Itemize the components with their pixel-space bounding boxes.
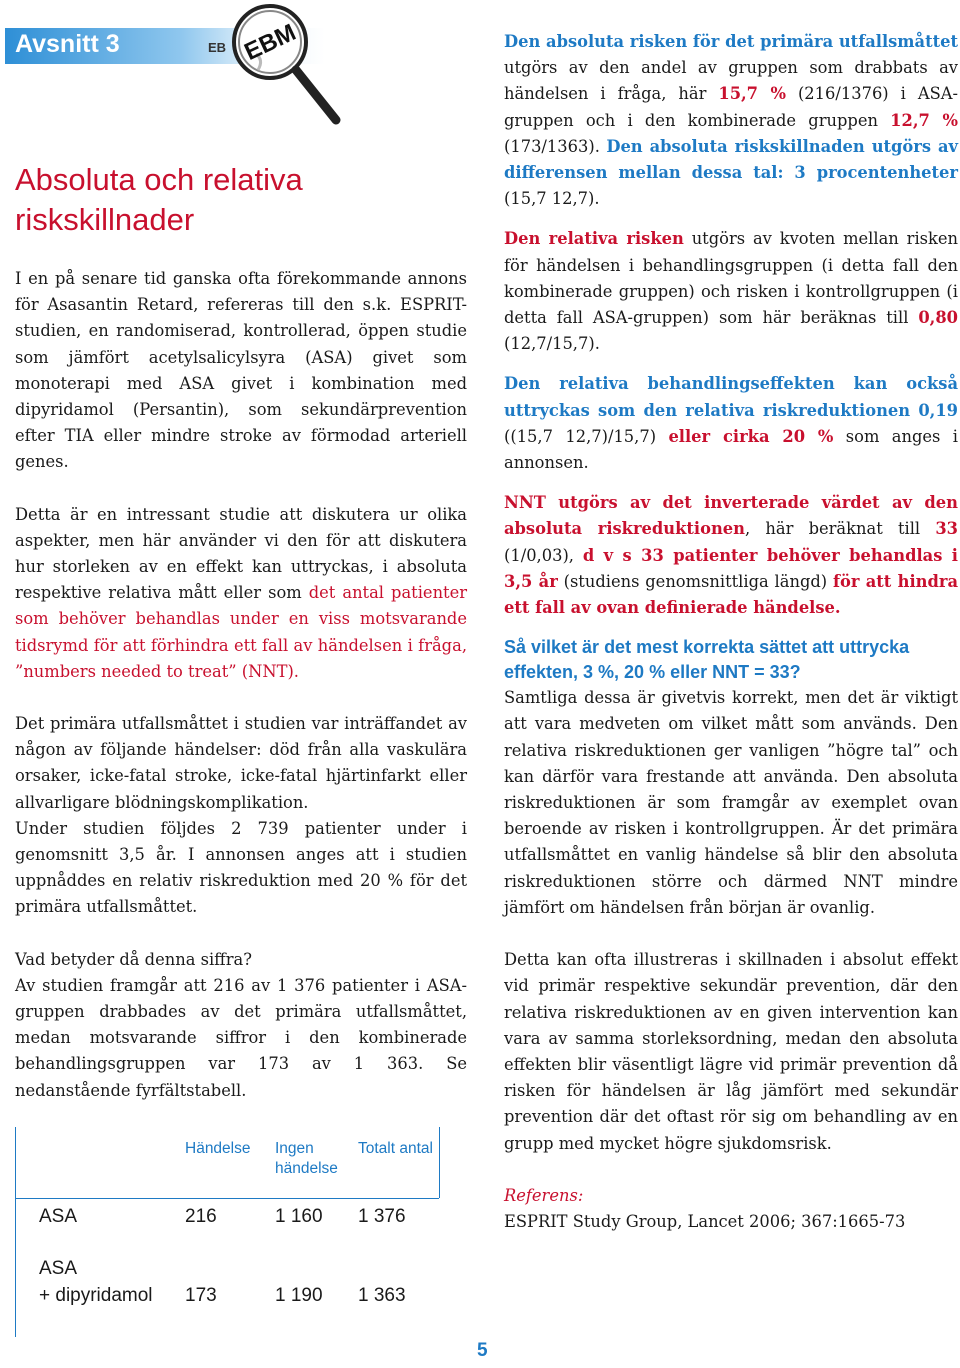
risk-difference-term: Den absoluta riskskillnaden utgörs av differensen mellan dessa tal: 3 procentenheter bbox=[504, 136, 958, 183]
risk-difference-calc: (15,7 12,7). bbox=[504, 189, 600, 209]
asa-risk-value: 15,7 % bbox=[718, 84, 786, 104]
rrr-term: Den relativa behandlingseffekten kan också uttryckas som den relativa riskreduktionen 0,19 bbox=[504, 374, 958, 420]
nnt-length-text: (studiens genomsnittliga längd) bbox=[557, 571, 833, 591]
title-line-2: riskskillnader bbox=[15, 202, 195, 237]
row-asa-label: ASA bbox=[39, 1206, 78, 1227]
study-paragraph: Under studien följdes 2 739 patienter under i genomsnitt 3,5 år. I annonsen anges att i studien uppnåddes en relativ riskreduktion med 20 % för det primära utfallsmåttet. bbox=[15, 818, 467, 917]
row-asa-total: 1 376 bbox=[358, 1206, 406, 1227]
relative-risk-term: Den relativa risken bbox=[504, 229, 684, 249]
nnt-paragraph bbox=[504, 490, 958, 621]
nnt-statement: d v s 33 patienter behöver behandlas i 3,5 år bbox=[504, 545, 958, 591]
row-combo-label-2: + dipyridamol bbox=[39, 1285, 153, 1306]
summary-question-heading: Så vilket är det mest korrekta sättet att uttrycka effekten, 3 %, 20 % eller NNT = 33? bbox=[504, 637, 910, 683]
row-combo-total: 1 363 bbox=[358, 1285, 406, 1306]
absolute-risk-paragraph bbox=[504, 29, 958, 212]
relative-risk-value: 0,80 bbox=[918, 308, 958, 328]
absolute-risk-text-2: (216/1376) i ASA-gruppen och i den kombinerade gruppen bbox=[504, 84, 958, 130]
left-column bbox=[15, 266, 467, 1104]
nnt-term: NNT utgörs av det inverterade värdet av den absoluta riskreduktionen bbox=[504, 493, 958, 539]
section-label: Avsnitt 3 bbox=[15, 30, 120, 58]
answer-paragraph-2: Detta kan ofta illustreras i skillnaden i absolut effekt vid primär respektive sekundär prevention, där den relativa riskreduktionen av en given intervention kan vara av samma storleksordning, medan den absoluta effekten blir väsentligt lägre vid primär prevention då risken för händelsen är låg jämfört med sekundär prevention där det oftast rör sig om behandling av en grupp med mycket högre sjukdomsrisk. bbox=[504, 950, 958, 1153]
reference-text: ESPRIT Study Group, Lancet 2006; 367:1665-73 bbox=[504, 1211, 906, 1231]
discussion-text: Detta är en intressant studie att diskutera ur olika aspekter, men här använder vi den för att diskutera hur storleken av en effekt kan uttryckas, i absoluta respektive relativa mått eller som bbox=[15, 504, 467, 603]
magnifier-icon bbox=[218, 0, 348, 130]
absolute-risk-text: utgörs av den andel av gruppen som drabbats av händelsen i fråga, här bbox=[504, 58, 958, 104]
right-column bbox=[504, 29, 958, 1235]
discussion-paragraph bbox=[15, 502, 467, 685]
row-asa-events: 216 bbox=[185, 1206, 217, 1227]
relative-risk-calc: (12,7/15,7). bbox=[504, 334, 600, 354]
ebm-logo-text: EBM bbox=[240, 18, 301, 66]
rrr-text: som anges i annonsen. bbox=[504, 426, 958, 473]
ebm-small-label: EB bbox=[208, 40, 227, 55]
header-events: Händelse bbox=[185, 1140, 251, 1157]
row-combo-label: ASA bbox=[39, 1258, 78, 1279]
relative-risk-paragraph bbox=[504, 226, 958, 357]
outcome-paragraph: Det primära utfallsmåttet i studien var inträffandet av någon av följande händelser: död från alla vaskulära orsaker, icke-fatal stroke, icke-fatal hjärtinfarkt eller allvarligare blödningskomplikation. bbox=[15, 714, 467, 812]
page-number: 5 bbox=[477, 1340, 488, 1361]
nnt-definition-text: det antal patienter som behöver behandlas under en viss motsvarande tidsrymd för att förhindra ett fall av händelsen i fråga, ”numbers needed to treat” (NNT). bbox=[15, 583, 468, 681]
nnt-conclusion: för att hindra ett fall av ovan definierade händelse. bbox=[504, 571, 958, 618]
absolute-risk-text-3: (173/1363). bbox=[504, 136, 607, 156]
nnt-calc: (1/0,03), bbox=[504, 545, 583, 565]
rrr-percent: eller cirka 20 % bbox=[668, 426, 834, 446]
header-total: Totalt antal bbox=[358, 1140, 433, 1157]
page-title bbox=[15, 160, 455, 240]
question-line: Vad betyder då denna siffra? bbox=[15, 949, 252, 969]
row-asa-no-events: 1 160 bbox=[275, 1206, 323, 1227]
results-paragraph: Av studien framgår att 216 av 1 376 patienter i ASA-gruppen drabbades av det primära utfallsmåttet, medan motsvarande siffror i den kombinerade behandlingsgruppen var 173 av 1 363. Se nedanstående fyrfältstabell. bbox=[15, 975, 467, 1100]
relative-risk-text: utgörs av kvoten mellan risken för händelsen i behandlingsgruppen (i detta fall den kombinerade gruppen) och risken i kontrollgruppen (i detta fall ASA-gruppen) som här beräknas till bbox=[504, 229, 958, 328]
intro-paragraph: I en på senare tid ganska ofta förekommande annons för Asasantin Retard, refereras till den s.k. ESPRIT-studien, en randomiserad, kontrollerad, öppen studie som jämfört acetylsalicylsyra (ASA) givet som monoterapi med ASA givet i kombination med dipyridamol (Persantin), som sekundärprevention efter TIA eller mindre stroke av förmodad arteriell genes. bbox=[15, 269, 467, 472]
rrr-calc: ((15,7 12,7)/15,7) bbox=[504, 426, 669, 446]
nnt-value: 33 bbox=[935, 519, 959, 539]
rrr-paragraph bbox=[504, 371, 958, 476]
absolute-risk-term: Den absoluta risken för det primära utfallsmåttet bbox=[504, 32, 958, 51]
header-no-events: Ingen händelse bbox=[275, 1140, 338, 1177]
answer-paragraph-1: Samtliga dessa är givetvis korrekt, men det är viktigt att vara medveten om vilket mått som används. Den relativa riskreduktionen ger vanligen ”högre tal” och kan därför vara frestande att använda. Den absoluta riskreduktionen är som framgår av exemplet ovan beroende av risken i kontrollgruppen. Är det primära utfallsmåttet en vanlig händelse så blir den absoluta riskreduktionen större och därmed NNT mindre jämfört om händelsen från början är ovanlig. bbox=[504, 688, 958, 917]
nnt-text: , här beräknat till bbox=[745, 519, 936, 539]
row-combo-events: 173 bbox=[185, 1285, 217, 1306]
row-combo-no-events: 1 190 bbox=[275, 1285, 323, 1306]
four-field-table bbox=[15, 1127, 455, 1337]
reference-label: Referens: bbox=[504, 1185, 584, 1205]
combo-risk-value: 12,7 % bbox=[890, 110, 958, 130]
title-line-1: Absoluta och relativa bbox=[15, 162, 303, 197]
